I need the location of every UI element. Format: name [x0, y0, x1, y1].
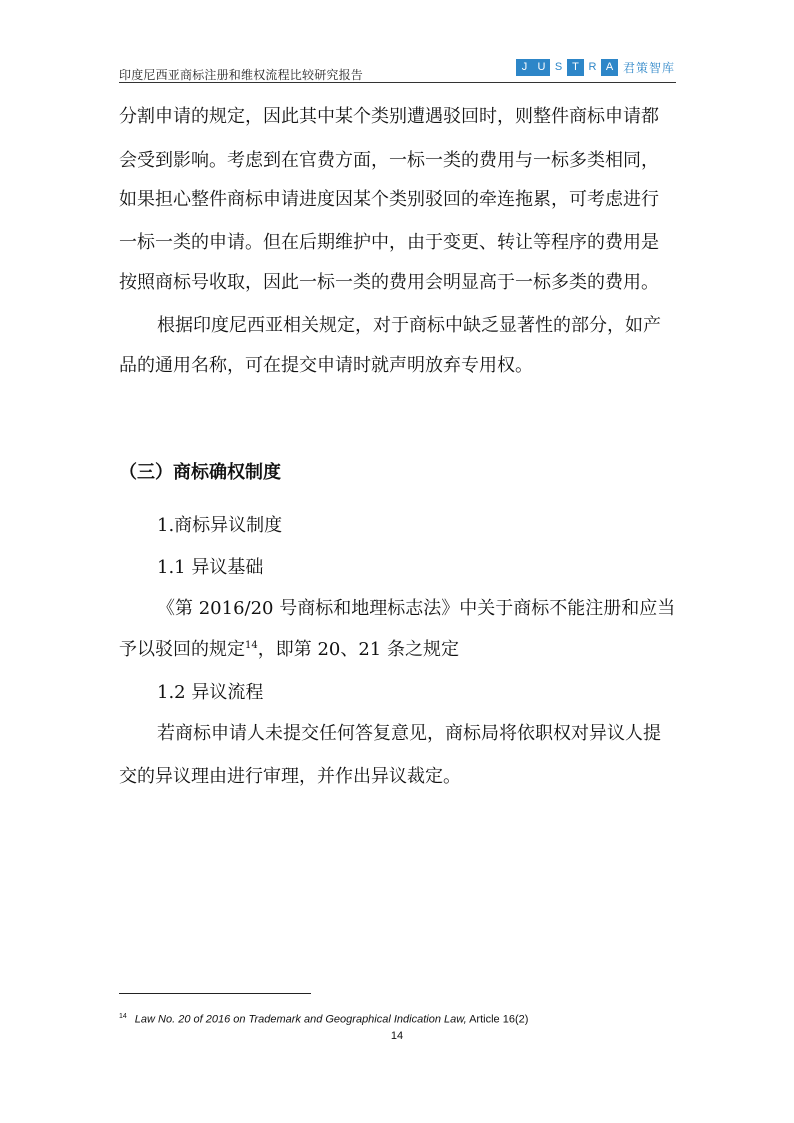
subheading: 1.1 异议基础: [157, 557, 264, 578]
logo-letter: S: [550, 59, 567, 76]
page-number: 14: [390, 1030, 404, 1042]
subheading: 1.2 异议流程: [157, 682, 264, 703]
paragraph-line: 品的通用名称，可在提交申请时就声明放弃专用权。: [119, 355, 533, 376]
logo-letters: [516, 59, 618, 76]
footnote-article: Article 16(2): [466, 1013, 529, 1026]
paragraph-line: 一标一类的申请。但在后期维护中，由于变更、转让等程序的费用是: [119, 232, 659, 253]
paragraph-line: 《第 2016/20 号商标和地理标志法》中关于商标不能注册和应当: [157, 598, 676, 619]
logo-letter: U: [533, 59, 550, 76]
footnote: [119, 1013, 528, 1026]
justra-logo: [516, 59, 675, 76]
section-heading: （三）商标确权制度: [119, 462, 281, 483]
footnote-mark: 14: [119, 1013, 127, 1020]
paragraph-line: 交的异议理由进行审理，并作出异议裁定。: [119, 766, 461, 787]
footnote-citation: Law No. 20 of 2016 on Trademark and Geographical Indication Law,: [134, 1013, 467, 1026]
header-title: 印度尼西亚商标注册和维权流程比较研究报告: [119, 68, 364, 82]
header-rule: [119, 82, 676, 83]
logo-letter: R: [584, 59, 601, 76]
subheading: 1.商标异议制度: [157, 515, 283, 536]
paragraph-line: 分割申请的规定，因此其中某个类别遭遇驳回时，则整件商标申请都: [119, 106, 659, 127]
logo-letter: T: [567, 59, 584, 76]
paragraph-line: 按照商标号收取，因此一标一类的费用会明显高于一标多类的费用。: [119, 272, 659, 293]
text-segment: 予以驳回的规定: [119, 639, 245, 660]
logo-text: 君策智库: [623, 61, 676, 75]
logo-letter: A: [601, 59, 618, 76]
paragraph-line: [119, 640, 676, 659]
footnote-rule: [119, 993, 311, 994]
paragraph-line: 根据印度尼西亚相关规定，对于商标中缺乏显著性的部分，如产: [157, 315, 661, 336]
logo-letter: J: [516, 59, 533, 76]
paragraph-line: 若商标申请人未提交任何答复意见，商标局将依职权对异议人提: [157, 723, 661, 744]
paragraph-line: 如果担心整件商标申请进度因某个类别驳回的牵连拖累，可考虑进行: [119, 189, 659, 210]
text-segment: ，即第 20、21 条之规定: [257, 639, 459, 660]
paragraph-line: 会受到影响。考虑到在官费方面，一标一类的费用与一标多类相同，: [119, 150, 659, 171]
footnote-ref[interactable]: 14: [245, 640, 258, 651]
